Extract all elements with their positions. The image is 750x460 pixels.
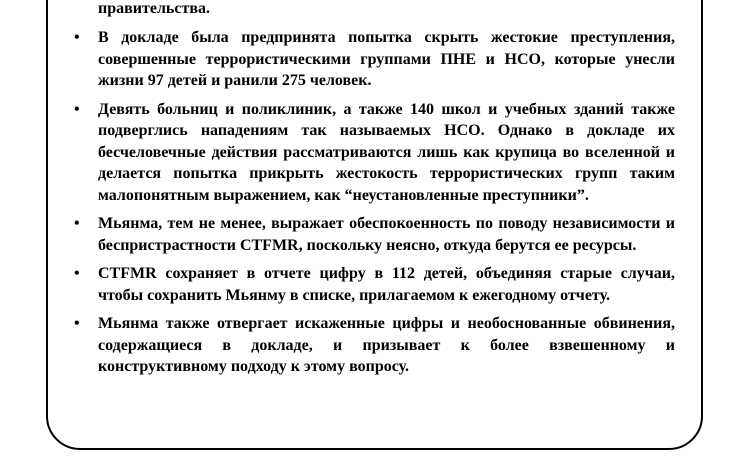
list-item	[0, 27, 750, 92]
continued-line: правительства.	[98, 0, 210, 17]
list-item	[0, 313, 750, 378]
bullet-text: CTFMR сохраняет в отчете цифру в 112 детей, объединяя старые случаи, чтобы сохранить Мьянму в списке, прилагаемом к ежегодному отчету.	[98, 265, 675, 304]
list-item	[0, 263, 750, 306]
bullet-text: Девять больниц и поликлиник, а также 140 школ и учебных зданий также подверглись нападениям так называемых НСО. Однако в докладе их бесчеловечные действия рассматриваются лишь как крупица во вселенной и делается попытка прикрыть жестокость террористических групп таким малопонятным выражением, как “неустановленные преступники”.	[98, 100, 675, 204]
list-item	[0, 213, 750, 256]
bullet-icon: •	[74, 315, 80, 332]
bullet-text: Мьянма также отвергает искаженные цифры и необоснованные обвинения, содержащиеся в докладе, и призывает к более взвешенному и конструктивному подходу к этому вопросу.	[98, 315, 675, 375]
bullet-icon: •	[74, 265, 80, 282]
bullet-icon: •	[74, 215, 80, 232]
list-item	[0, 99, 750, 207]
bullet-icon: •	[74, 100, 80, 118]
bullet-text: В докладе была предпринята попытка скрыть жестокие преступления, совершенные террористическими группами ПНЕ и НСО, которые унесли жизни 97 детей и ранили 275 человек.	[98, 29, 675, 89]
bullet-list	[0, 27, 750, 385]
bullet-icon: •	[74, 29, 80, 46]
bullet-text: Мьянма, тем не менее, выражает обеспокоенность по поводу независимости и беспристрастности CTFMR, поскольку неясно, откуда берутся ее ресурсы.	[98, 215, 675, 254]
